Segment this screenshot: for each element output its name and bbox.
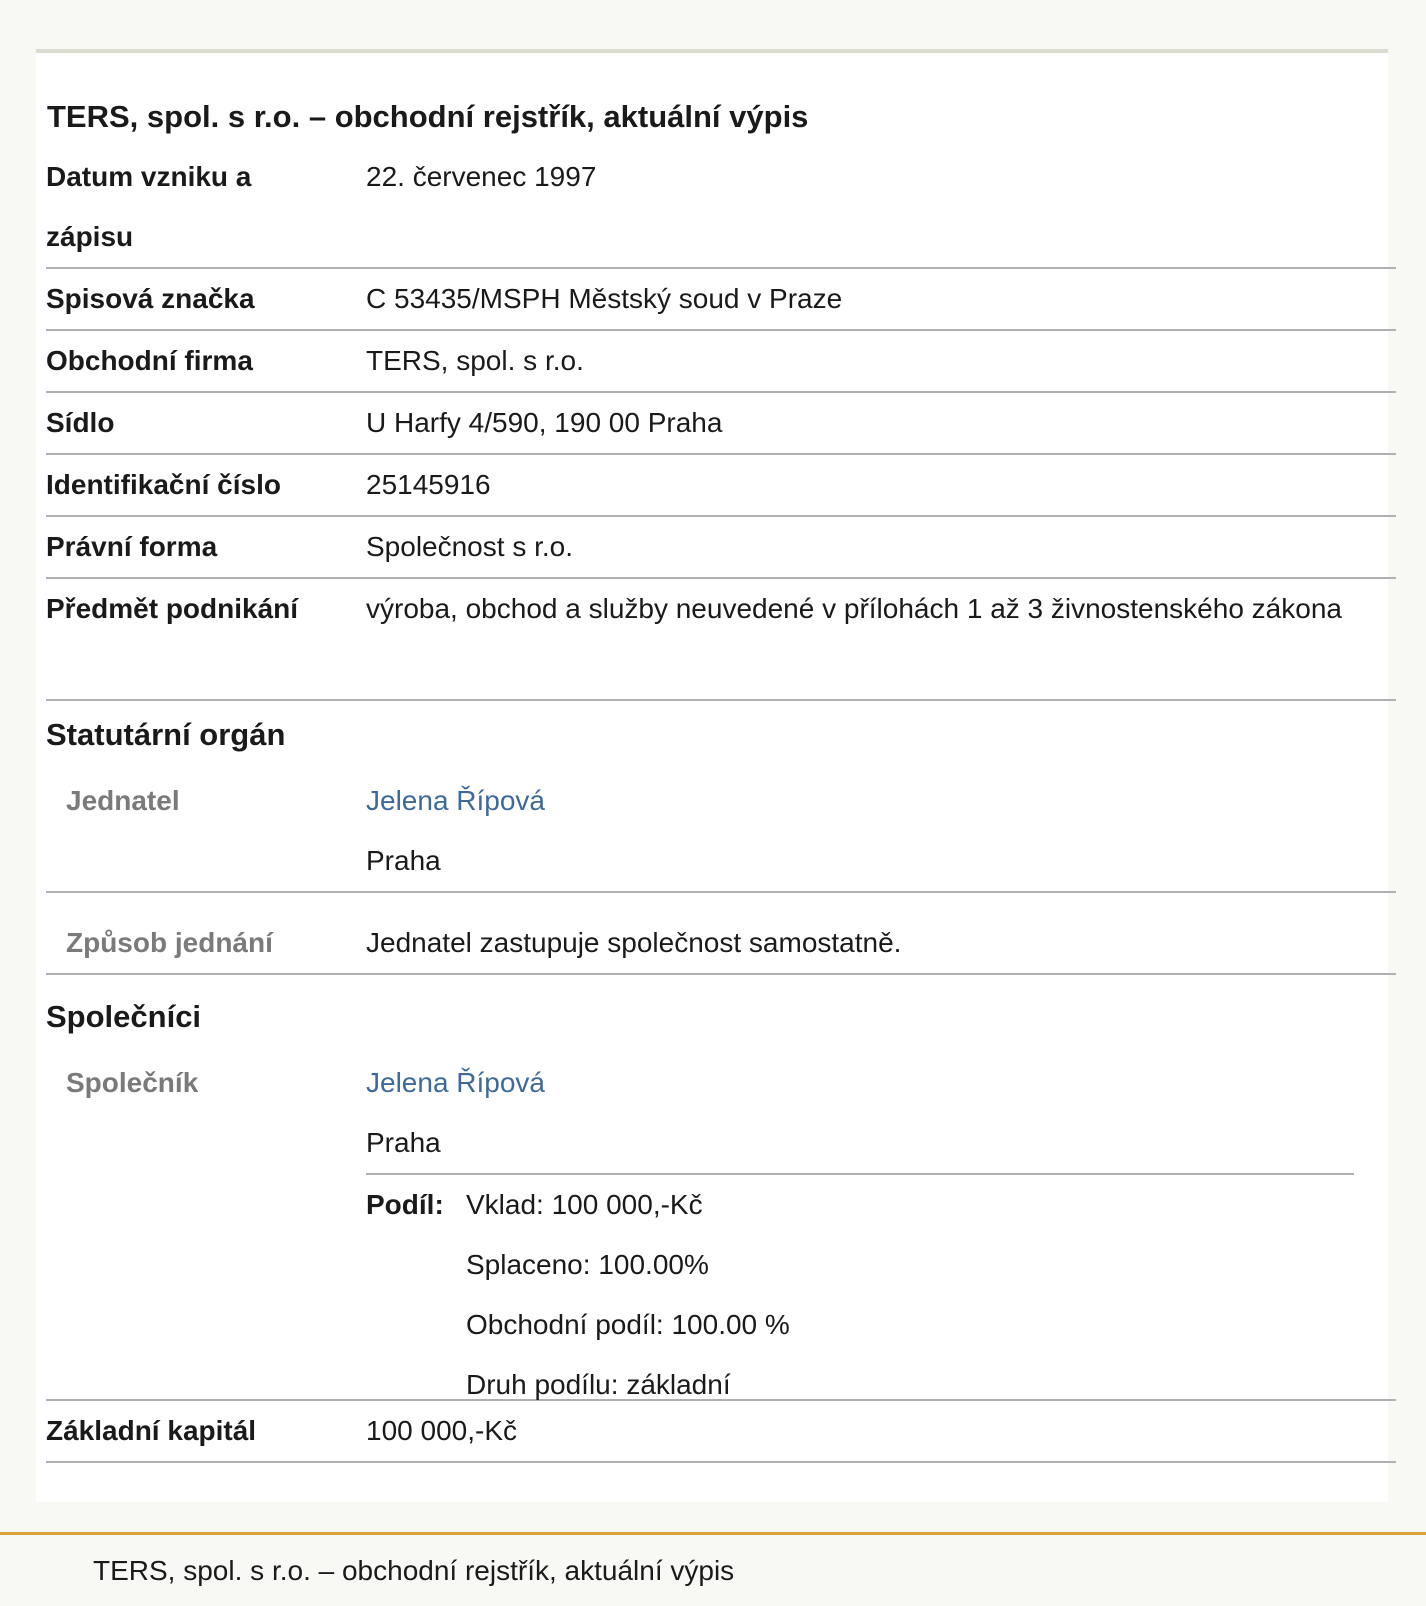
registry-card: [36, 49, 1388, 1502]
page-title: TERS, spol. s r.o. – obchodní rejstřík, aktuální výpis: [47, 99, 809, 134]
row-value: výroba, obchod a služby neuvedené v přílohách 1 až 3 živnostenského zákona: [366, 593, 1342, 624]
row-label: Datum vzniku a zápisu: [46, 161, 252, 252]
row-business-activity: [46, 579, 1396, 701]
section-heading-statutory: Statutární orgán: [46, 717, 286, 752]
footer-text: TERS, spol. s r.o. – obchodní rejstřík, aktuální výpis: [93, 1555, 735, 1586]
person-city: Praha: [366, 1127, 441, 1158]
row-value: 100 000,-Kč: [366, 1415, 517, 1446]
share-line: Druh podílu: základní: [466, 1369, 731, 1400]
row-partner: [46, 1053, 1396, 1401]
row-label: Právní forma: [46, 531, 218, 562]
row-registered-office: [46, 393, 1396, 455]
row-legal-form: [46, 517, 1396, 579]
row-value: TERS, spol. s r.o.: [366, 345, 584, 376]
person-link[interactable]: Jelena Řípová: [366, 1067, 546, 1098]
row-sublabel: Společník: [66, 1067, 199, 1098]
row-conduct: [46, 893, 1396, 975]
row-capital: [46, 1401, 1396, 1463]
row-label: Sídlo: [46, 407, 115, 438]
row-value: 22. červenec 1997: [366, 161, 597, 192]
row-label: Základní kapitál: [46, 1415, 257, 1446]
row-file-number: [46, 269, 1396, 331]
person-city: Praha: [366, 845, 441, 876]
row-sublabel: Způsob jednání: [66, 927, 273, 958]
row-executive: [46, 771, 1396, 893]
row-label: Spisová značka: [46, 283, 255, 314]
section-heading-partners: Společníci: [46, 999, 202, 1034]
share-label: Podíl:: [366, 1189, 444, 1220]
share-line: Obchodní podíl: 100.00 %: [466, 1309, 790, 1340]
row-label: Předmět podnikání: [46, 593, 299, 624]
row-sublabel: Jednatel: [66, 785, 180, 816]
row-value: 25145916: [366, 469, 491, 500]
row-company-id: [46, 455, 1396, 517]
row-value: U Harfy 4/590, 190 00 Praha: [366, 407, 723, 438]
row-value: Jednatel zastupuje společnost samostatně.: [366, 927, 902, 958]
row-label: Obchodní firma: [46, 345, 253, 376]
share-line: Vklad: 100 000,-Kč: [466, 1189, 703, 1220]
row-value: Společnost s r.o.: [366, 531, 574, 562]
footer-divider: [0, 1532, 1426, 1535]
row-founding-date: [46, 147, 1396, 269]
person-link[interactable]: Jelena Řípová: [366, 785, 546, 816]
row-value: C 53435/MSPH Městský soud v Praze: [366, 283, 843, 314]
share-line: Splaceno: 100.00%: [466, 1249, 709, 1280]
row-label: Identifikační číslo: [46, 469, 281, 500]
row-business-name: [46, 331, 1396, 393]
